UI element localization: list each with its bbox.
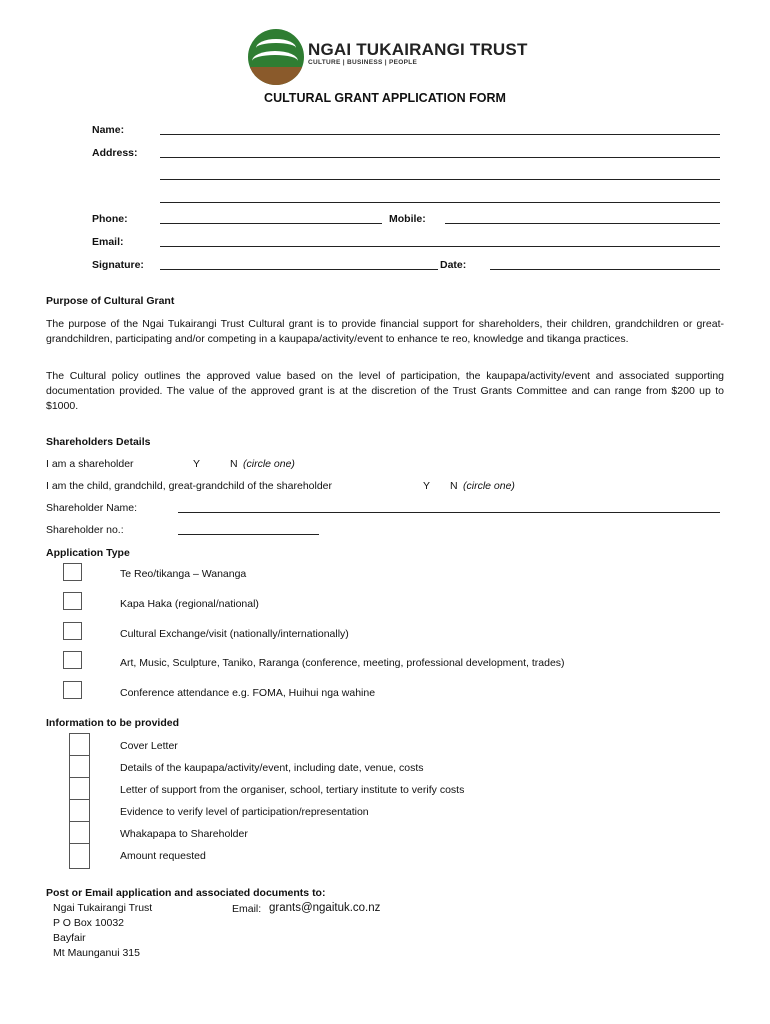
name-field[interactable] <box>160 134 720 135</box>
information-checkbox[interactable] <box>69 777 90 800</box>
address-field-line-2[interactable] <box>160 179 720 180</box>
information-item: Whakapapa to Shareholder <box>120 828 248 840</box>
application-type-option: Art, Music, Sculpture, Taniko, Raranga (conference, meeting, professional development, trades) <box>120 657 565 669</box>
address-label: Address: <box>92 147 138 159</box>
signature-label: Signature: <box>92 259 144 271</box>
phone-label: Phone: <box>92 213 128 225</box>
purpose-paragraph-2: The Cultural policy outlines the approved value based on the level of participation, the kaupapa/activity/event and associated supporting documentation provided. The value of the approved grant is at the discretion of the Trust Grants Committee and can range from $200 up to $1000. <box>46 370 724 412</box>
org-tagline: CULTURE | BUSINESS | PEOPLE <box>308 59 418 66</box>
address-field-line-1[interactable] <box>160 157 720 158</box>
post-email-value[interactable]: grants@ngaituk.co.nz <box>269 902 381 914</box>
date-label: Date: <box>440 259 467 271</box>
circle-one-hint: (circle one) <box>243 458 295 470</box>
information-checkbox[interactable] <box>69 755 90 778</box>
application-type-checkbox[interactable] <box>63 563 82 581</box>
information-item: Evidence to verify level of participation/representation <box>120 806 369 818</box>
purpose-heading: Purpose of Cultural Grant <box>46 295 175 307</box>
descendant-question: I am the child, grandchild, great-grandchild of the shareholder <box>46 480 333 492</box>
name-label: Name: <box>92 124 125 136</box>
post-heading: Post or Email application and associated documents to: <box>46 887 326 899</box>
application-type-option: Kapa Haka (regional/national) <box>120 598 259 610</box>
information-item: Cover Letter <box>120 740 178 752</box>
application-type-checkbox[interactable] <box>63 622 82 640</box>
information-checkbox[interactable] <box>69 821 90 844</box>
application-type-heading: Application Type <box>46 547 130 559</box>
shareholder-question: I am a shareholder <box>46 458 134 470</box>
org-name: NGAI TUKAIRANGI TRUST <box>308 40 528 59</box>
information-checkbox[interactable] <box>69 733 90 756</box>
address-field-line-3[interactable] <box>160 202 720 203</box>
phone-field[interactable] <box>160 223 382 224</box>
post-address-line: P O Box 10032 <box>53 917 125 929</box>
purpose-paragraph-1: The purpose of the Ngai Tukairangi Trust Cultural grant is to provide financial support for shareholders, their children, grandchildren or great-grandchildren, participating and/or competing in a kaupapa/activity/event to enhance te reo, knowledge and tikanga practices. <box>46 318 724 345</box>
descendant-no-option[interactable]: N <box>450 480 458 492</box>
mobile-field[interactable] <box>445 223 720 224</box>
information-item: Details of the kaupapa/activity/event, including date, venue, costs <box>120 762 424 774</box>
post-address-line: Bayfair <box>53 932 86 944</box>
form-title: CULTURAL GRANT APPLICATION FORM <box>264 91 506 105</box>
shareholder-name-label: Shareholder Name: <box>46 502 138 514</box>
information-item: Amount requested <box>120 850 206 862</box>
application-type-checkbox[interactable] <box>63 681 82 699</box>
information-checkbox[interactable] <box>69 799 90 822</box>
shareholder-heading: Shareholders Details <box>46 436 151 448</box>
post-address-line: Ngai Tukairangi Trust <box>53 902 153 914</box>
application-type-option: Conference attendance e.g. FOMA, Huihui nga wahine <box>120 687 376 699</box>
mobile-label: Mobile: <box>389 213 426 225</box>
trust-logo-icon <box>248 29 304 85</box>
shareholder-name-field[interactable] <box>178 512 720 513</box>
application-type-checkbox[interactable] <box>63 651 82 669</box>
email-field[interactable] <box>160 246 720 247</box>
descendant-yes-option[interactable]: Y <box>423 480 431 492</box>
date-field[interactable] <box>490 269 720 270</box>
circle-one-hint: (circle one) <box>463 480 515 492</box>
signature-field[interactable] <box>160 269 438 270</box>
information-heading: Information to be provided <box>46 717 179 729</box>
information-item: Letter of support from the organiser, school, tertiary institute to verify costs <box>120 784 465 796</box>
post-email-label: Email: <box>232 903 262 915</box>
information-checkbox[interactable] <box>69 843 90 869</box>
shareholder-no-option[interactable]: N <box>230 458 238 470</box>
application-type-checkbox[interactable] <box>63 592 82 610</box>
shareholder-no-field[interactable] <box>178 534 319 535</box>
application-type-option: Te Reo/tikanga – Wananga <box>120 568 247 580</box>
shareholder-yes-option[interactable]: Y <box>193 458 201 470</box>
post-address-line: Mt Maunganui 315 <box>53 947 140 959</box>
application-type-option: Cultural Exchange/visit (nationally/internationally) <box>120 628 349 640</box>
email-label: Email: <box>92 236 124 248</box>
shareholder-no-label: Shareholder no.: <box>46 524 124 536</box>
